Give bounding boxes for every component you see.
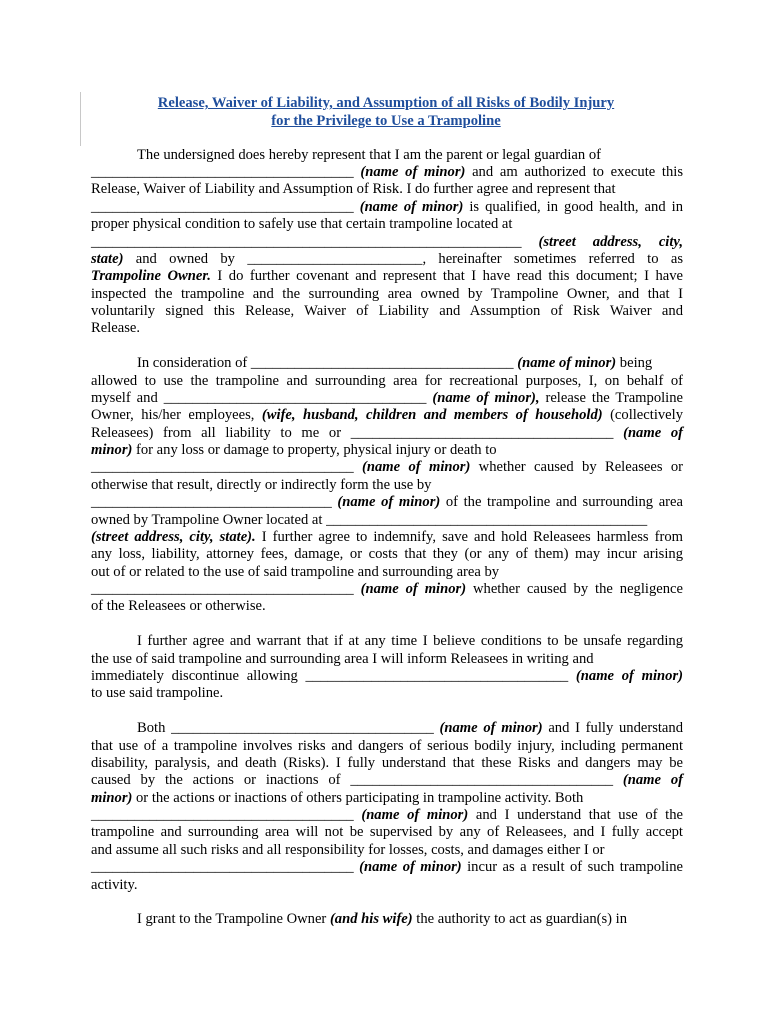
paragraph-4-line: and assume all such risks and all responsibility for losses, costs, and damages either I or (91, 842, 605, 858)
paragraph-4-line: disability, paralysis, and death (Risks). I fully understand that these Risks and dangers may be (91, 755, 683, 771)
paragraph-2-line: myself and ____________________________________ (name of minor), release the Trampoline (91, 390, 683, 406)
paragraph-4-line: ____________________________________ (name of minor) incur as a result of such trampoline (91, 859, 683, 875)
paragraph-1-line: voluntarily signed this Release, Waiver of Liability and Assumption of Risk Waiver and (91, 303, 683, 319)
paragraph-2-line: allowed to use the trampoline and surrounding area for recreational purposes, I, on behalf of (91, 373, 683, 389)
paragraph-4-line: ____________________________________ (name of minor) and I understand that use of the (91, 807, 683, 823)
paragraph-2-line: minor) for any loss or damage to property, physical injury or death to (91, 442, 497, 458)
paragraph-5-line: I grant to the Trampoline Owner (and his wife) the authority to act as guardian(s) in (137, 911, 628, 927)
paragraph-1-line: ____________________________________ (name of minor) is qualified, in good health, and in (91, 199, 683, 215)
paragraph-4-line: that use of a trampoline involves risks and dangers of serious bodily injury, including permanent (91, 738, 683, 754)
paragraph-4-line: caused by the actions or inactions of ____________________________________ (name of (91, 772, 683, 788)
paragraph-1-line: The undersigned does hereby represent that I am the parent or legal guardian of (137, 147, 601, 163)
paragraph-1-line: Release. (91, 320, 141, 336)
paragraph-3-line: I further agree and warrant that if at any time I believe conditions to be unsafe regarding (137, 633, 683, 649)
paragraph-2-line: (street address, city, state). I further agree to indemnify, save and hold Releasees harmless from (91, 529, 683, 545)
paragraph-1-line: ___________________________________________________________ (street address, city, (91, 234, 683, 250)
paragraph-4-line: Both ____________________________________ (name of minor) and I fully understand (137, 720, 684, 736)
paragraph-2-line: In consideration of ____________________________________ (name of minor) being (137, 355, 653, 371)
paragraph-2-line: otherwise that result, directly or indirectly form the use by (91, 477, 432, 493)
paragraph-3-line: to use said trampoline. (91, 685, 224, 701)
margin-marker (80, 92, 81, 146)
paragraph-2-line: _________________________________ (name of minor) of the trampoline and surrounding area (91, 494, 683, 510)
paragraph-2-line: owned by Trampoline Owner located at ____________________________________________ (91, 512, 648, 528)
paragraph-2-line: ____________________________________ (name of minor) whether caused by Releasees or (91, 459, 683, 475)
document-title-line-2: for the Privilege to Use a Trampoline (271, 113, 501, 129)
paragraph-1-line: proper physical condition to safely use that certain trampoline located at (91, 216, 513, 232)
paragraph-4-line: trampoline and surrounding area will not be supervised by any of Releasees, and I fully accept (91, 824, 683, 840)
paragraph-1-line: Trampoline Owner. I do further covenant and represent that I have read this document; I have (91, 268, 683, 284)
paragraph-1-line: state) and owned by ________________________, hereinafter sometimes referred to as (91, 251, 683, 267)
paragraph-2-line: Releasees) from all liability to me or ____________________________________ (name of (91, 425, 683, 441)
paragraph-2-line: any loss, liability, attorney fees, damage, or costs that they (or any of them) may incur arising (91, 546, 683, 562)
paragraph-2-line: Owner, his/her employees, (wife, husband, children and members of household) (collectively (91, 407, 683, 423)
paragraph-2-line: ____________________________________ (name of minor) whether caused by the negligence (91, 581, 683, 597)
paragraph-2-line: of the Releasees or otherwise. (91, 598, 266, 614)
document-title-line-1: Release, Waiver of Liability, and Assumption of all Risks of Bodily Injury (157, 95, 615, 111)
paragraph-4-line: minor) or the actions or inactions of others participating in trampoline activity. Both (91, 790, 584, 806)
paragraph-1-line: ____________________________________ (name of minor) and am authorized to execute this (91, 164, 684, 180)
paragraph-3-line: immediately discontinue allowing ____________________________________ (name of minor) (91, 668, 683, 684)
paragraph-4-line: activity. (91, 877, 138, 893)
paragraph-1-line: Release, Waiver of Liability and Assumption of Risk. I do further agree and represent that (91, 181, 616, 197)
paragraph-3-line: the use of said trampoline and surrounding area I will inform Releasees in writing and (91, 651, 594, 667)
paragraph-2-line: out of or related to the use of said trampoline and surrounding area by (91, 564, 500, 580)
paragraph-1-line: inspected the trampoline and the surrounding area owned by Trampoline Owner, and that I (91, 286, 683, 302)
